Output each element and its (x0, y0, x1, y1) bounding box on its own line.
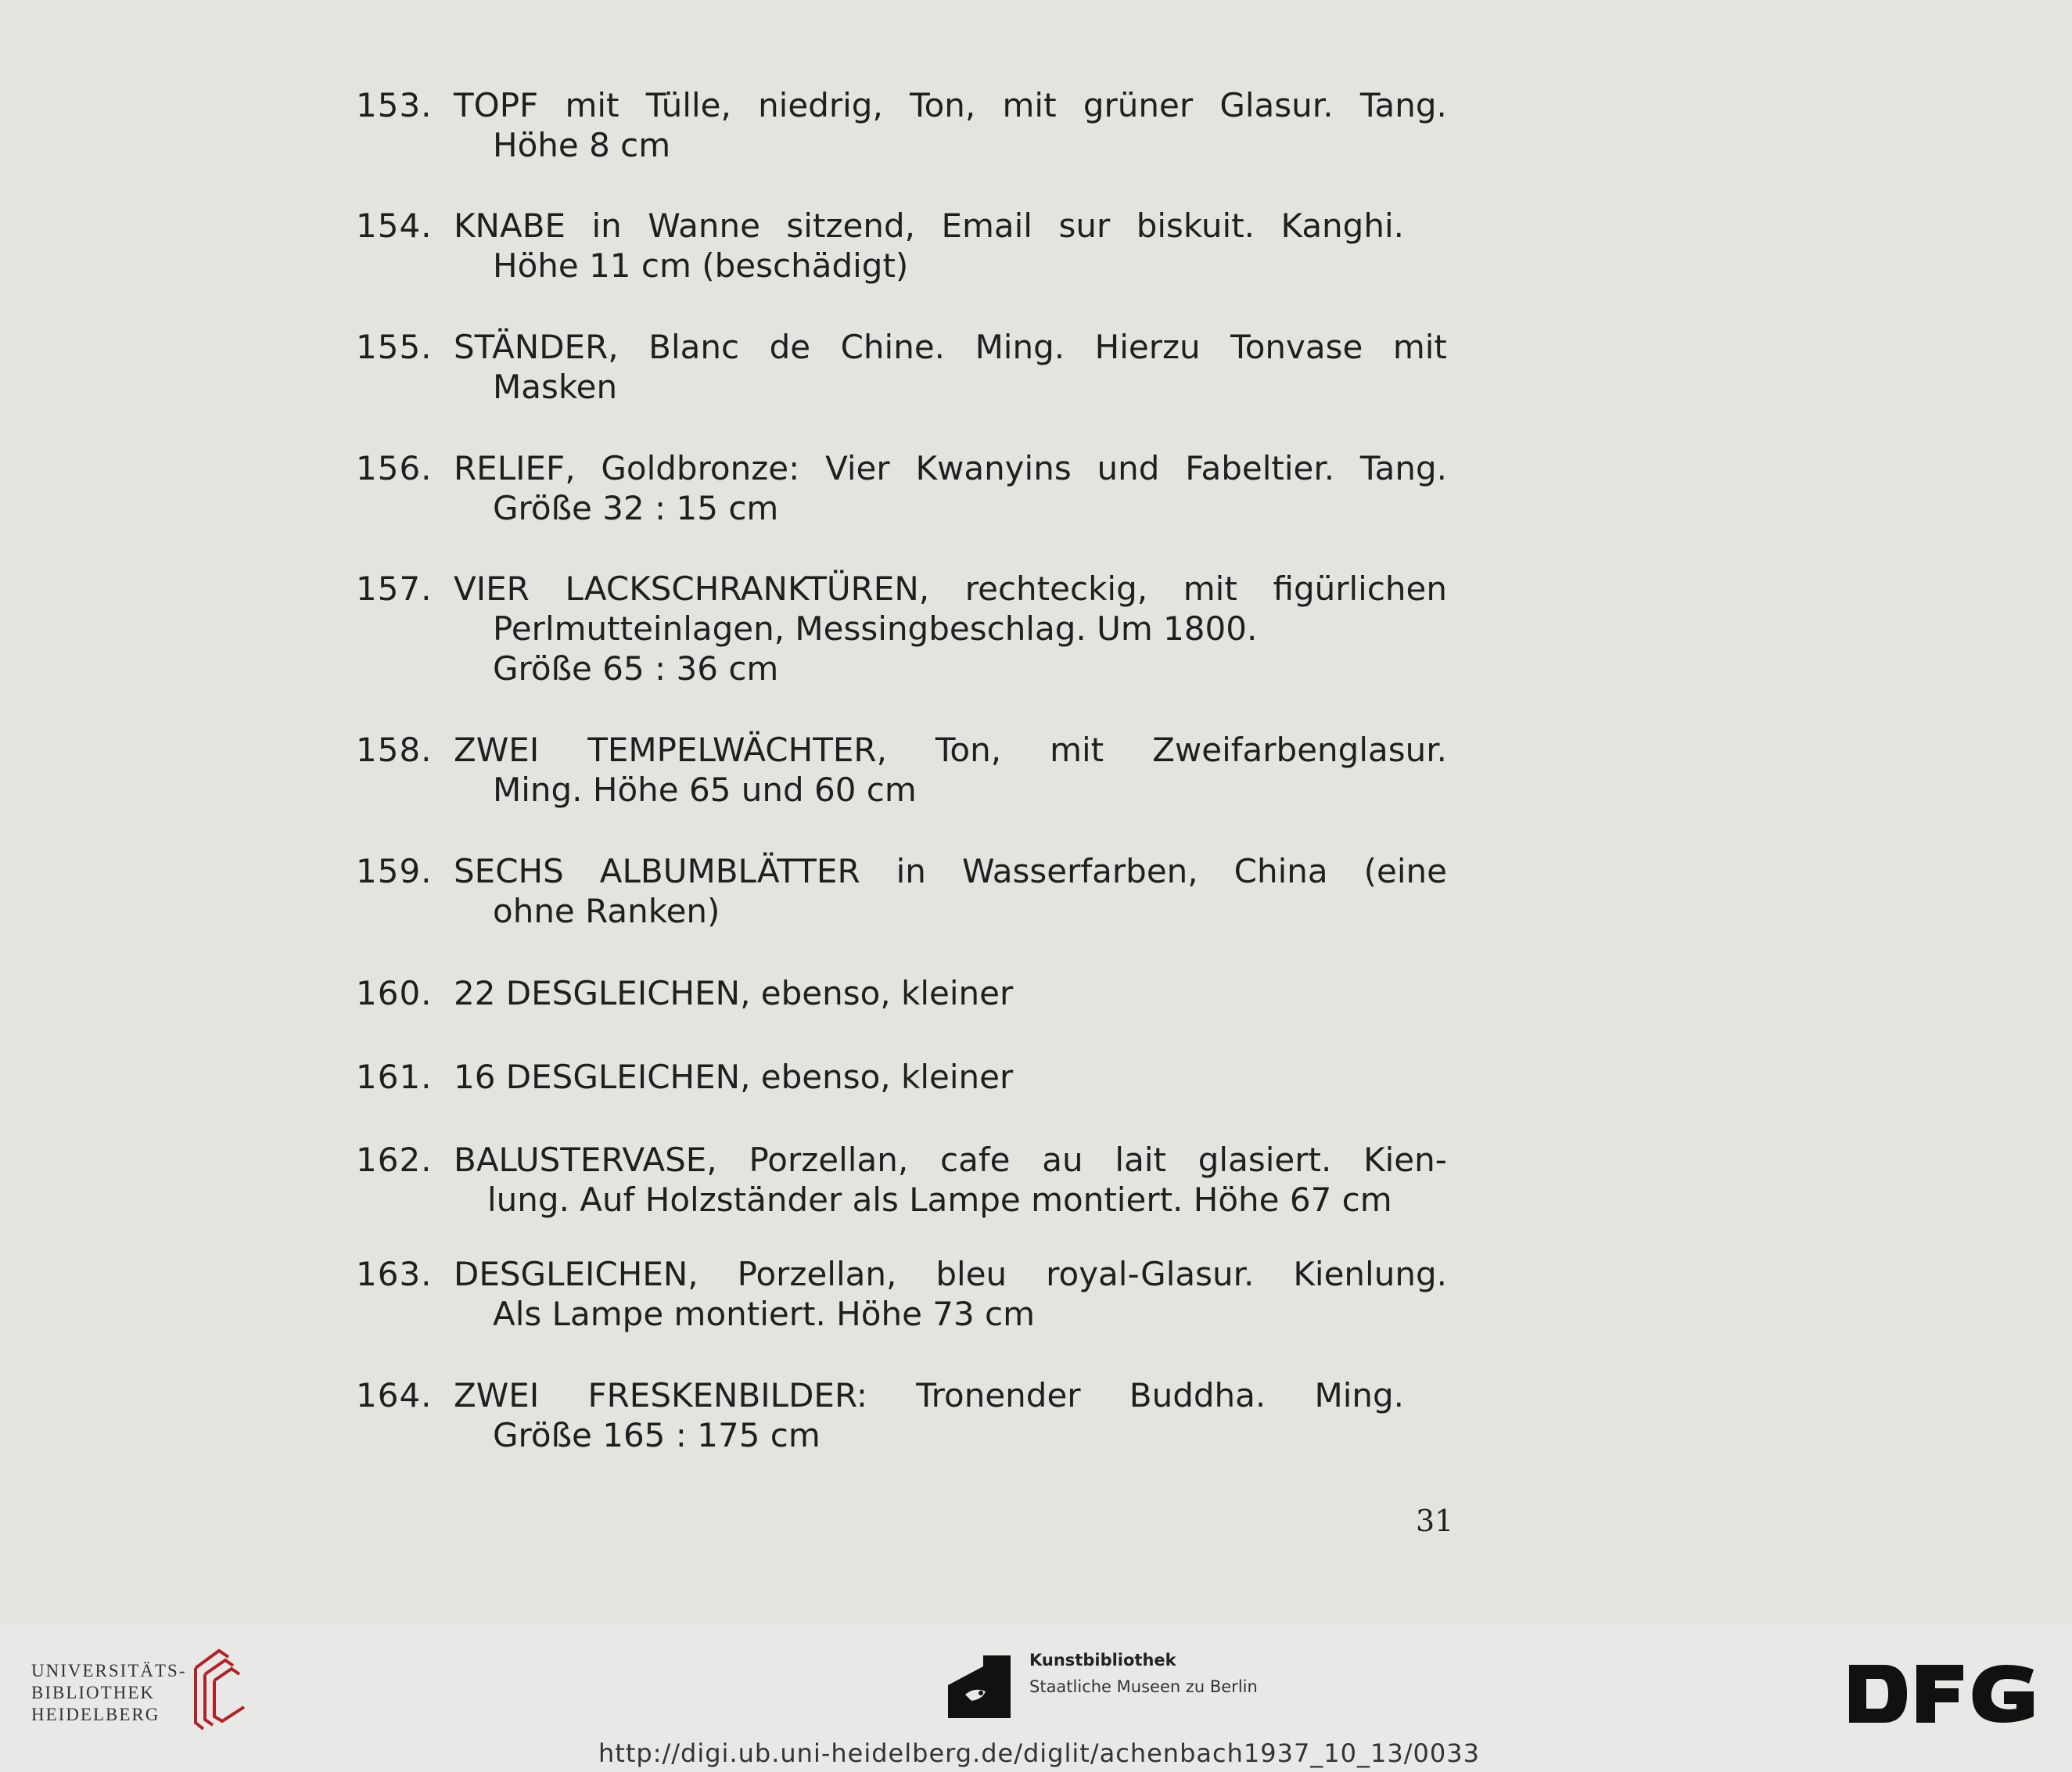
entry-first-line (454, 449, 1447, 487)
entry-word: figürlichen (1273, 570, 1447, 608)
entry-word: de (769, 328, 811, 366)
entry-number: 155. (356, 328, 433, 366)
entry-word: Porzellan, (749, 1141, 909, 1179)
entry-word: Tang. (1359, 86, 1447, 124)
entry-word: BALUSTERVASE, (454, 1141, 717, 1179)
entry-continuation-line: Größe 165 : 175 cm (493, 1416, 821, 1454)
entry-continuation-line: Als Lampe montiert. Höhe 73 cm (493, 1295, 1036, 1333)
entry-word: China (1234, 852, 1328, 890)
entry-number: 159. (356, 852, 433, 890)
entry-word: SECHS (454, 852, 564, 890)
entry-number: 164. (356, 1376, 433, 1414)
entry-word: mit (565, 86, 619, 124)
catalog-entry (356, 449, 1451, 529)
entry-word: ZWEI (454, 731, 540, 769)
entry-word: au (1042, 1141, 1083, 1179)
entry-number: 156. (356, 449, 433, 487)
entry-word: RELIEF, (454, 449, 576, 487)
kunstbibliothek-subtitle: Staatliche Museen zu Berlin (1029, 1677, 1258, 1696)
entry-continuation-line: Ming. Höhe 65 und 60 cm (493, 771, 917, 809)
entry-number: 160. (356, 974, 433, 1012)
entry-word: biskuit. (1136, 207, 1255, 245)
entry-word: Tronender (916, 1376, 1081, 1414)
catalog-entry (356, 1141, 1451, 1220)
entry-continuation-line: Höhe 8 cm (493, 126, 671, 164)
entry-word: Tonvase (1230, 328, 1363, 366)
entry-word: Tülle, (645, 86, 731, 124)
catalog-entry (356, 570, 1451, 689)
entry-word: Porzellan, (737, 1255, 897, 1293)
entry-first-line (454, 207, 1404, 245)
entry-word: mit (1183, 570, 1237, 608)
entry-word: Wanne (648, 207, 760, 245)
entry-word: rechteckig, (964, 570, 1148, 608)
entry-continuation-line: Masken (493, 368, 618, 406)
entry-word: 22 DESGLEICHEN, ebenso, kleiner (454, 974, 1014, 1012)
source-url-link[interactable]: http://digi.ub.uni-heidelberg.de/diglit/achenbach1937_10_13/0033 (598, 1738, 1480, 1768)
entry-word: (eine (1363, 852, 1447, 890)
entry-word: Hierzu (1094, 328, 1201, 366)
entry-continuation-line: ohne Ranken) (493, 892, 720, 930)
entry-number: 158. (356, 731, 433, 769)
entry-word: mit (1392, 328, 1447, 366)
entry-word: sur (1058, 207, 1111, 245)
entry-word: Kwanyins (915, 449, 1072, 487)
entry-word: mit (1050, 731, 1104, 769)
entry-number: 162. (356, 1141, 433, 1179)
entry-number: 157. (356, 570, 433, 608)
ub-line: BIBLIOTHEK (31, 1683, 155, 1702)
entry-number: 163. (356, 1255, 433, 1293)
entry-word: TOPF (454, 86, 539, 124)
ub-line: UNIVERSITÄTS- (31, 1661, 187, 1680)
entry-continuation-line: Größe 32 : 15 cm (493, 489, 779, 527)
entry-word: LACKSCHRANKTÜREN, (565, 570, 930, 608)
entry-word: Chine. (840, 328, 946, 366)
entry-word: mit (1002, 86, 1057, 124)
entry-word: Ton, (910, 86, 976, 124)
entry-word: glasiert. (1198, 1141, 1332, 1179)
entry-word: Kienlung. (1293, 1255, 1447, 1293)
entry-word: in (591, 207, 622, 245)
catalog-entry (356, 1058, 1451, 1098)
entry-word: Email (941, 207, 1032, 245)
entry-word: sitzend, (786, 207, 915, 245)
entry-first-line (454, 1141, 1447, 1179)
entry-word: Glasur. (1219, 86, 1334, 124)
entry-word: KNABE (454, 207, 566, 245)
entry-continuation-line: lung. Auf Holzständer als Lampe montiert. Höhe 67 cm (487, 1181, 1392, 1219)
entry-word: Kanghi. (1280, 207, 1404, 245)
entry-word: Vier (825, 449, 890, 487)
catalog-entry (356, 207, 1451, 286)
entry-number: 154. (356, 207, 433, 245)
catalog-entry (356, 86, 1451, 166)
entry-word: Ming. (975, 328, 1065, 366)
entry-word: VIER (454, 570, 530, 608)
entry-word: TEMPELWÄCHTER, (587, 731, 887, 769)
entry-number: 153. (356, 86, 433, 124)
kunstbibliothek-logo-icon[interactable] (948, 1655, 1011, 1721)
entry-word: ZWEI (454, 1376, 540, 1414)
entry-word: und (1097, 449, 1160, 487)
dfg-logo-icon[interactable] (1846, 1659, 2041, 1732)
catalog-entry (356, 1255, 1451, 1335)
entry-first-line (454, 974, 1447, 1012)
entry-first-line (454, 1255, 1447, 1293)
catalog-entry (356, 1376, 1451, 1456)
entry-word: grüner (1083, 86, 1194, 124)
entry-word: Blanc (648, 328, 740, 366)
entry-first-line (454, 731, 1447, 769)
entry-word: STÄNDER, (454, 328, 619, 366)
entry-continuation-line: Perlmutteinlagen, Messingbeschlag. Um 1800. (493, 609, 1258, 648)
entry-continuation-line: Größe 65 : 36 cm (493, 649, 779, 688)
ub-heidelberg-logo-icon[interactable] (188, 1644, 250, 1734)
entry-word: bleu (935, 1255, 1007, 1293)
entry-first-line (454, 1376, 1404, 1414)
entry-word: royal-Glasur. (1046, 1255, 1255, 1293)
entry-number: 161. (356, 1058, 433, 1096)
entry-word: Ton, (935, 731, 1002, 769)
entry-first-line (454, 328, 1447, 366)
entry-first-line (454, 1058, 1447, 1096)
catalog-entry (356, 328, 1451, 408)
entry-first-line (454, 570, 1447, 608)
catalog-entry (356, 974, 1451, 1014)
entry-word: Fabeltier. (1185, 449, 1335, 487)
ub-heidelberg-text[interactable] (31, 1660, 187, 1726)
entry-word: Goldbronze: (601, 449, 800, 487)
entry-word: Tang. (1359, 449, 1447, 487)
ub-line: HEIDELBERG (31, 1705, 160, 1724)
page-number: 31 (1416, 1504, 1454, 1538)
entry-word: Buddha. (1129, 1376, 1266, 1414)
entry-word: 16 DESGLEICHEN, ebenso, kleiner (454, 1058, 1014, 1096)
entry-first-line (454, 86, 1447, 124)
kunstbibliothek-title: Kunstbibliothek (1029, 1651, 1176, 1670)
entry-word: FRESKENBILDER: (587, 1376, 867, 1414)
entry-word: ALBUMBLÄTTER (599, 852, 860, 890)
entry-word: Zweifarbenglasur. (1152, 731, 1447, 769)
entry-continuation-line: Höhe 11 cm (beschädigt) (493, 246, 909, 285)
entry-word: Ming. (1314, 1376, 1404, 1414)
entry-word: cafe (939, 1141, 1011, 1179)
catalog-entry (356, 852, 1451, 932)
entry-word: in (896, 852, 926, 890)
entry-first-line (454, 852, 1447, 890)
entry-word: lait (1115, 1141, 1166, 1179)
entry-word: Kien- (1363, 1141, 1447, 1179)
catalog-entry (356, 731, 1451, 811)
entry-word: DESGLEICHEN, (454, 1255, 698, 1293)
entry-word: Wasserfarben, (961, 852, 1198, 890)
entry-word: niedrig, (758, 86, 883, 124)
